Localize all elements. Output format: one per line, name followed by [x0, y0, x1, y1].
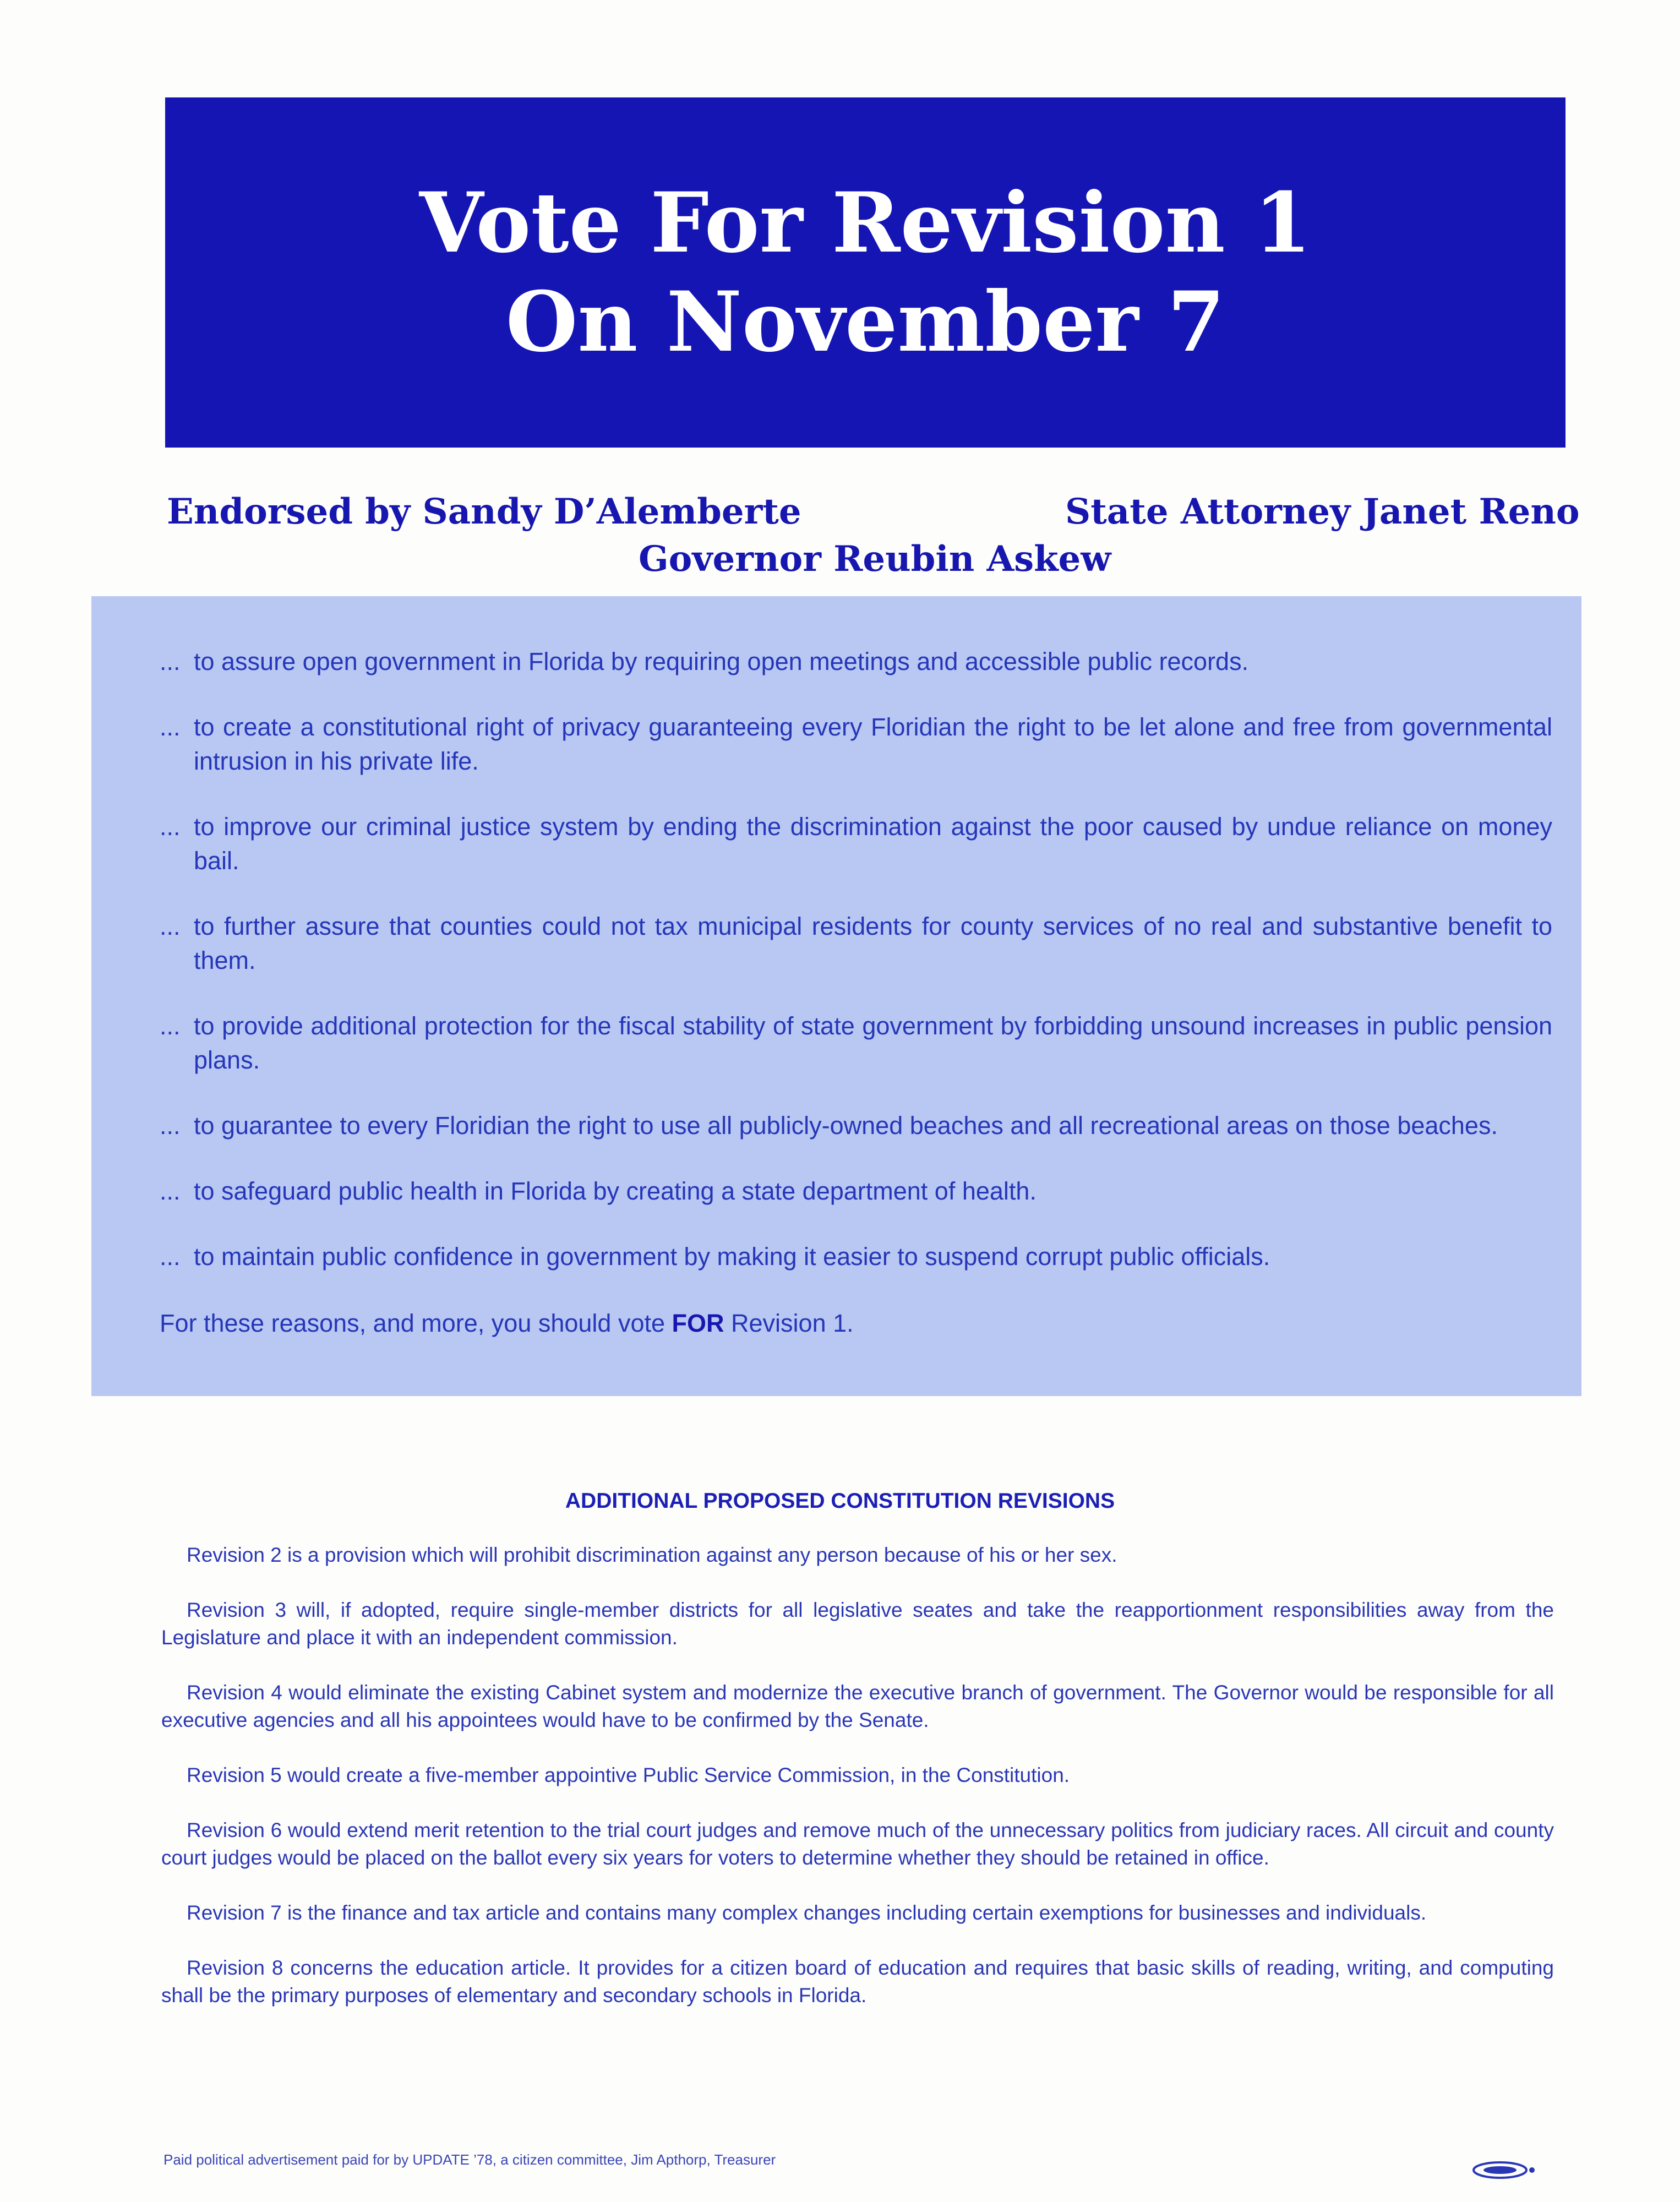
reasons-panel	[91, 596, 1581, 1396]
additional-revisions-heading: ADDITIONAL PROPOSED CONSTITUTION REVISIONS	[565, 1489, 1115, 1513]
reason-prefix: ...	[160, 1012, 181, 1040]
reason-prefix: ...	[160, 1242, 181, 1271]
reason-text: to provide additional protection for the fiscal stability of state government by forbidding unsound increases in public pension plans.	[194, 1012, 1552, 1074]
headline-line-2: On November 7	[505, 274, 1225, 370]
closing-statement	[160, 1306, 854, 1340]
reason-prefix: ...	[160, 713, 181, 741]
reason-item	[160, 645, 1552, 679]
reason-prefix: ...	[160, 912, 181, 940]
reason-text: to further assure that counties could not tax municipal residents for county services of no real and substantive benefit to them.	[194, 912, 1552, 974]
union-label-icon	[1471, 2159, 1537, 2181]
revision-paragraph: Revision 3 will, if adopted, require single-member districts for all legislative seates and take the reapportionment responsibilities away from the Legislature and place it with an independent commission.	[161, 1599, 1554, 1649]
revision-paragraph: Revision 2 is a provision which will prohibit discrimination against any person because of his or her sex.	[187, 1544, 1117, 1566]
reason-prefix: ...	[160, 647, 181, 675]
revision-paragraph: Revision 8 concerns the education article. It provides for a citizen board of education and requires that basic skills of reading, writing, and computing shall be the primary purposes of elementary and secondary schools in Florida.	[161, 1956, 1554, 2007]
reason-item	[160, 810, 1552, 878]
reason-item	[160, 1009, 1552, 1077]
endorsement-right: State Attorney Janet Reno	[1065, 491, 1580, 532]
closing-after: Revision 1.	[724, 1309, 854, 1337]
closing-before: For these reasons, and more, you should vote	[160, 1309, 672, 1337]
reasons-list	[160, 645, 1552, 1305]
reason-text: to safeguard public health in Florida by creating a state department of health.	[194, 1177, 1037, 1205]
revision-paragraph: Revision 4 would eliminate the existing Cabinet system and modernize the executive branch of government. The Governor would be responsible for all executive agencies and all his appointees would have to be confirmed by the Senate.	[161, 1681, 1554, 1731]
closing-emphasis: FOR	[672, 1309, 724, 1337]
reason-text: to guarantee to every Floridian the right to use all publicly-owned beaches and all recreational areas on those beaches.	[194, 1111, 1498, 1140]
headline-banner	[165, 97, 1566, 448]
reason-item	[160, 1109, 1552, 1143]
reason-prefix: ...	[160, 1177, 181, 1205]
additional-revisions-list	[161, 1541, 1554, 2037]
reason-item	[160, 909, 1552, 978]
reason-text: to maintain public confidence in government by making it easier to suspend corrupt public officials.	[194, 1242, 1270, 1271]
reason-item	[160, 710, 1552, 778]
reason-text: to improve our criminal justice system by ending the discrimination against the poor caused by undue reliance on money bail.	[194, 813, 1552, 875]
reason-text: to assure open government in Florida by requiring open meetings and accessible public records.	[194, 647, 1249, 675]
revision-paragraph: Revision 5 would create a five-member appointive Public Service Commission, in the Constitution.	[187, 1764, 1070, 1786]
reason-item	[160, 1174, 1552, 1208]
endorsement-center: Governor Reubin Askew	[639, 538, 1111, 580]
endorsement-left: Endorsed by Sandy D’Alemberte	[167, 491, 801, 532]
reason-prefix: ...	[160, 1111, 181, 1140]
headline-line-1: Vote For Revision 1	[419, 175, 1312, 271]
paid-advertisement-footer: Paid political advertisement paid for by UPDATE ’78, a citizen committee, Jim Apthorp, Treasurer	[163, 2151, 776, 2168]
revision-paragraph: Revision 7 is the finance and tax article and contains many complex changes including certain exemptions for businesses and individuals.	[187, 1901, 1427, 1924]
reason-text: to create a constitutional right of privacy guaranteeing every Floridian the right to be let alone and free from governmental intrusion in his private life.	[194, 713, 1552, 775]
reason-item	[160, 1240, 1552, 1274]
revision-paragraph: Revision 6 would extend merit retention to the trial court judges and remove much of the unnecessary politics from judiciary races. All circuit and county court judges would be placed on the ballot every six years for voters to determine whether they should be retained in office.	[161, 1819, 1554, 1869]
reason-prefix: ...	[160, 813, 181, 841]
